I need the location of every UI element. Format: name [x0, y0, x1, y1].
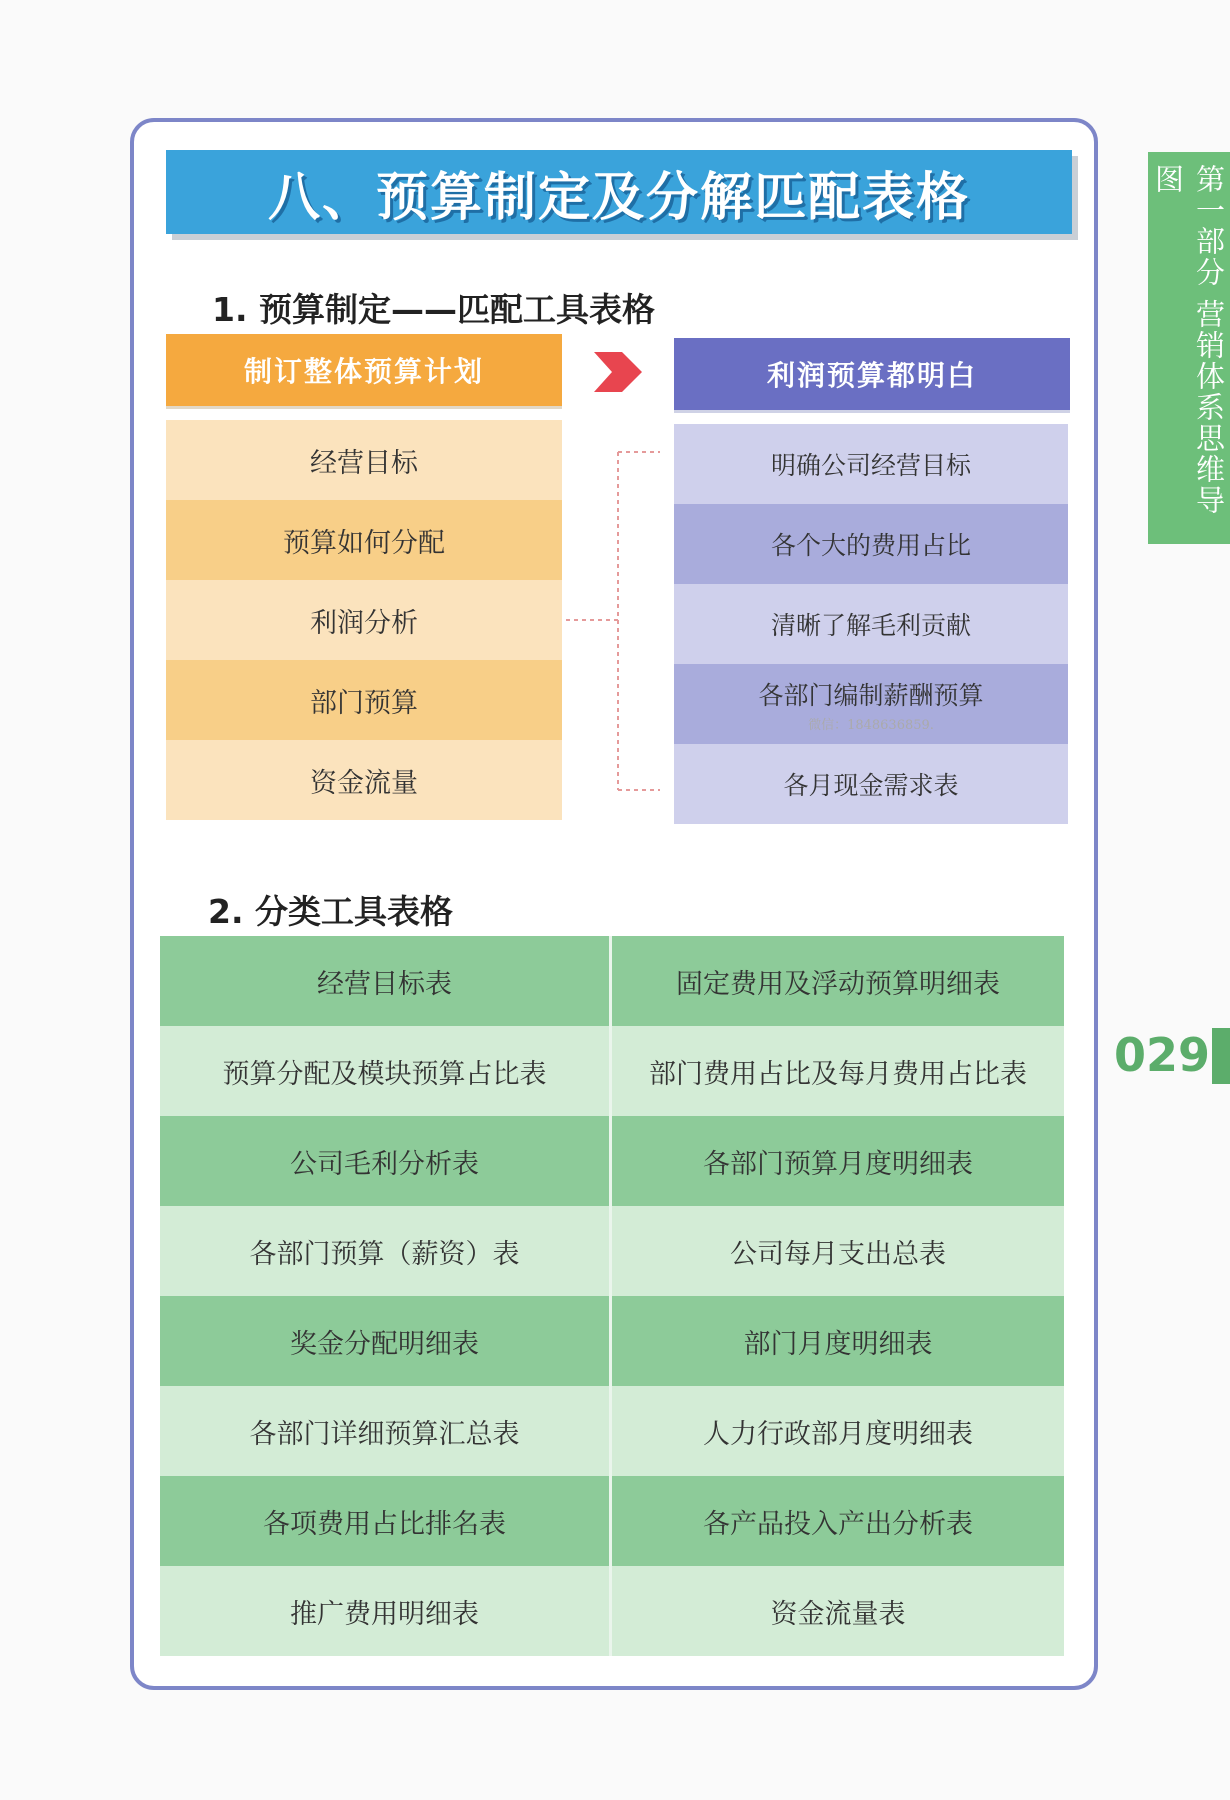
table-cell: 资金流量表 [612, 1566, 1064, 1656]
right-arrow-icon [594, 352, 642, 392]
left-item: 预算如何分配 [166, 500, 562, 580]
section-side-tab [1148, 152, 1230, 544]
section1-heading: 1. 预算制定——匹配工具表格 [212, 290, 655, 329]
table-cell: 公司毛利分析表 [160, 1116, 612, 1206]
left-item: 部门预算 [166, 660, 562, 740]
right-item: 明确公司经营目标 [674, 424, 1068, 504]
left-column-list [166, 420, 562, 820]
left-item: 利润分析 [166, 580, 562, 660]
side-tab-label: 第一部分 营销体系思维导图 [1151, 164, 1226, 517]
table-cell: 奖金分配明细表 [160, 1296, 612, 1386]
table-cell: 经营目标表 [160, 936, 612, 1026]
table-cell: 固定费用及浮动预算明细表 [612, 936, 1064, 1026]
table-cell: 各部门详细预算汇总表 [160, 1386, 612, 1476]
table-cell: 各部门预算月度明细表 [612, 1116, 1064, 1206]
right-item: 各个大的费用占比 [674, 504, 1068, 584]
table-cell: 各项费用占比排名表 [160, 1476, 612, 1566]
table-cell: 各产品投入产出分析表 [612, 1476, 1064, 1566]
table-cell: 部门月度明细表 [612, 1296, 1064, 1386]
page-number: 029 [1114, 1028, 1211, 1082]
page-title: 八、预算制定及分解匹配表格 [267, 167, 970, 228]
table-cell: 部门费用占比及每月费用占比表 [612, 1026, 1064, 1116]
right-item: 各月现金需求表 [674, 744, 1068, 824]
tools-table [160, 936, 1064, 1656]
table-cell: 公司每月支出总表 [612, 1206, 1064, 1296]
watermark-text: 微信：1848636859. [808, 717, 934, 733]
table-cell: 推广费用明细表 [160, 1566, 612, 1656]
table-cell: 人力行政部月度明细表 [612, 1386, 1064, 1476]
right-column-header: 利润预算都明白 [674, 338, 1070, 410]
right-item: 清晰了解毛利贡献 [674, 584, 1068, 664]
table-cell: 各部门预算（薪资）表 [160, 1206, 612, 1296]
right-item: 各部门编制薪酬预算 微信：1848636859. [674, 664, 1068, 744]
dashed-connector [556, 448, 666, 798]
left-item: 经营目标 [166, 420, 562, 500]
page-number-bar [1212, 1028, 1230, 1084]
left-column-header: 制订整体预算计划 [166, 334, 562, 406]
right-column-list [674, 424, 1068, 824]
section2-heading: 2. 分类工具表格 [208, 892, 453, 931]
title-banner [166, 150, 1072, 234]
table-cell: 预算分配及模块预算占比表 [160, 1026, 612, 1116]
left-item: 资金流量 [166, 740, 562, 820]
